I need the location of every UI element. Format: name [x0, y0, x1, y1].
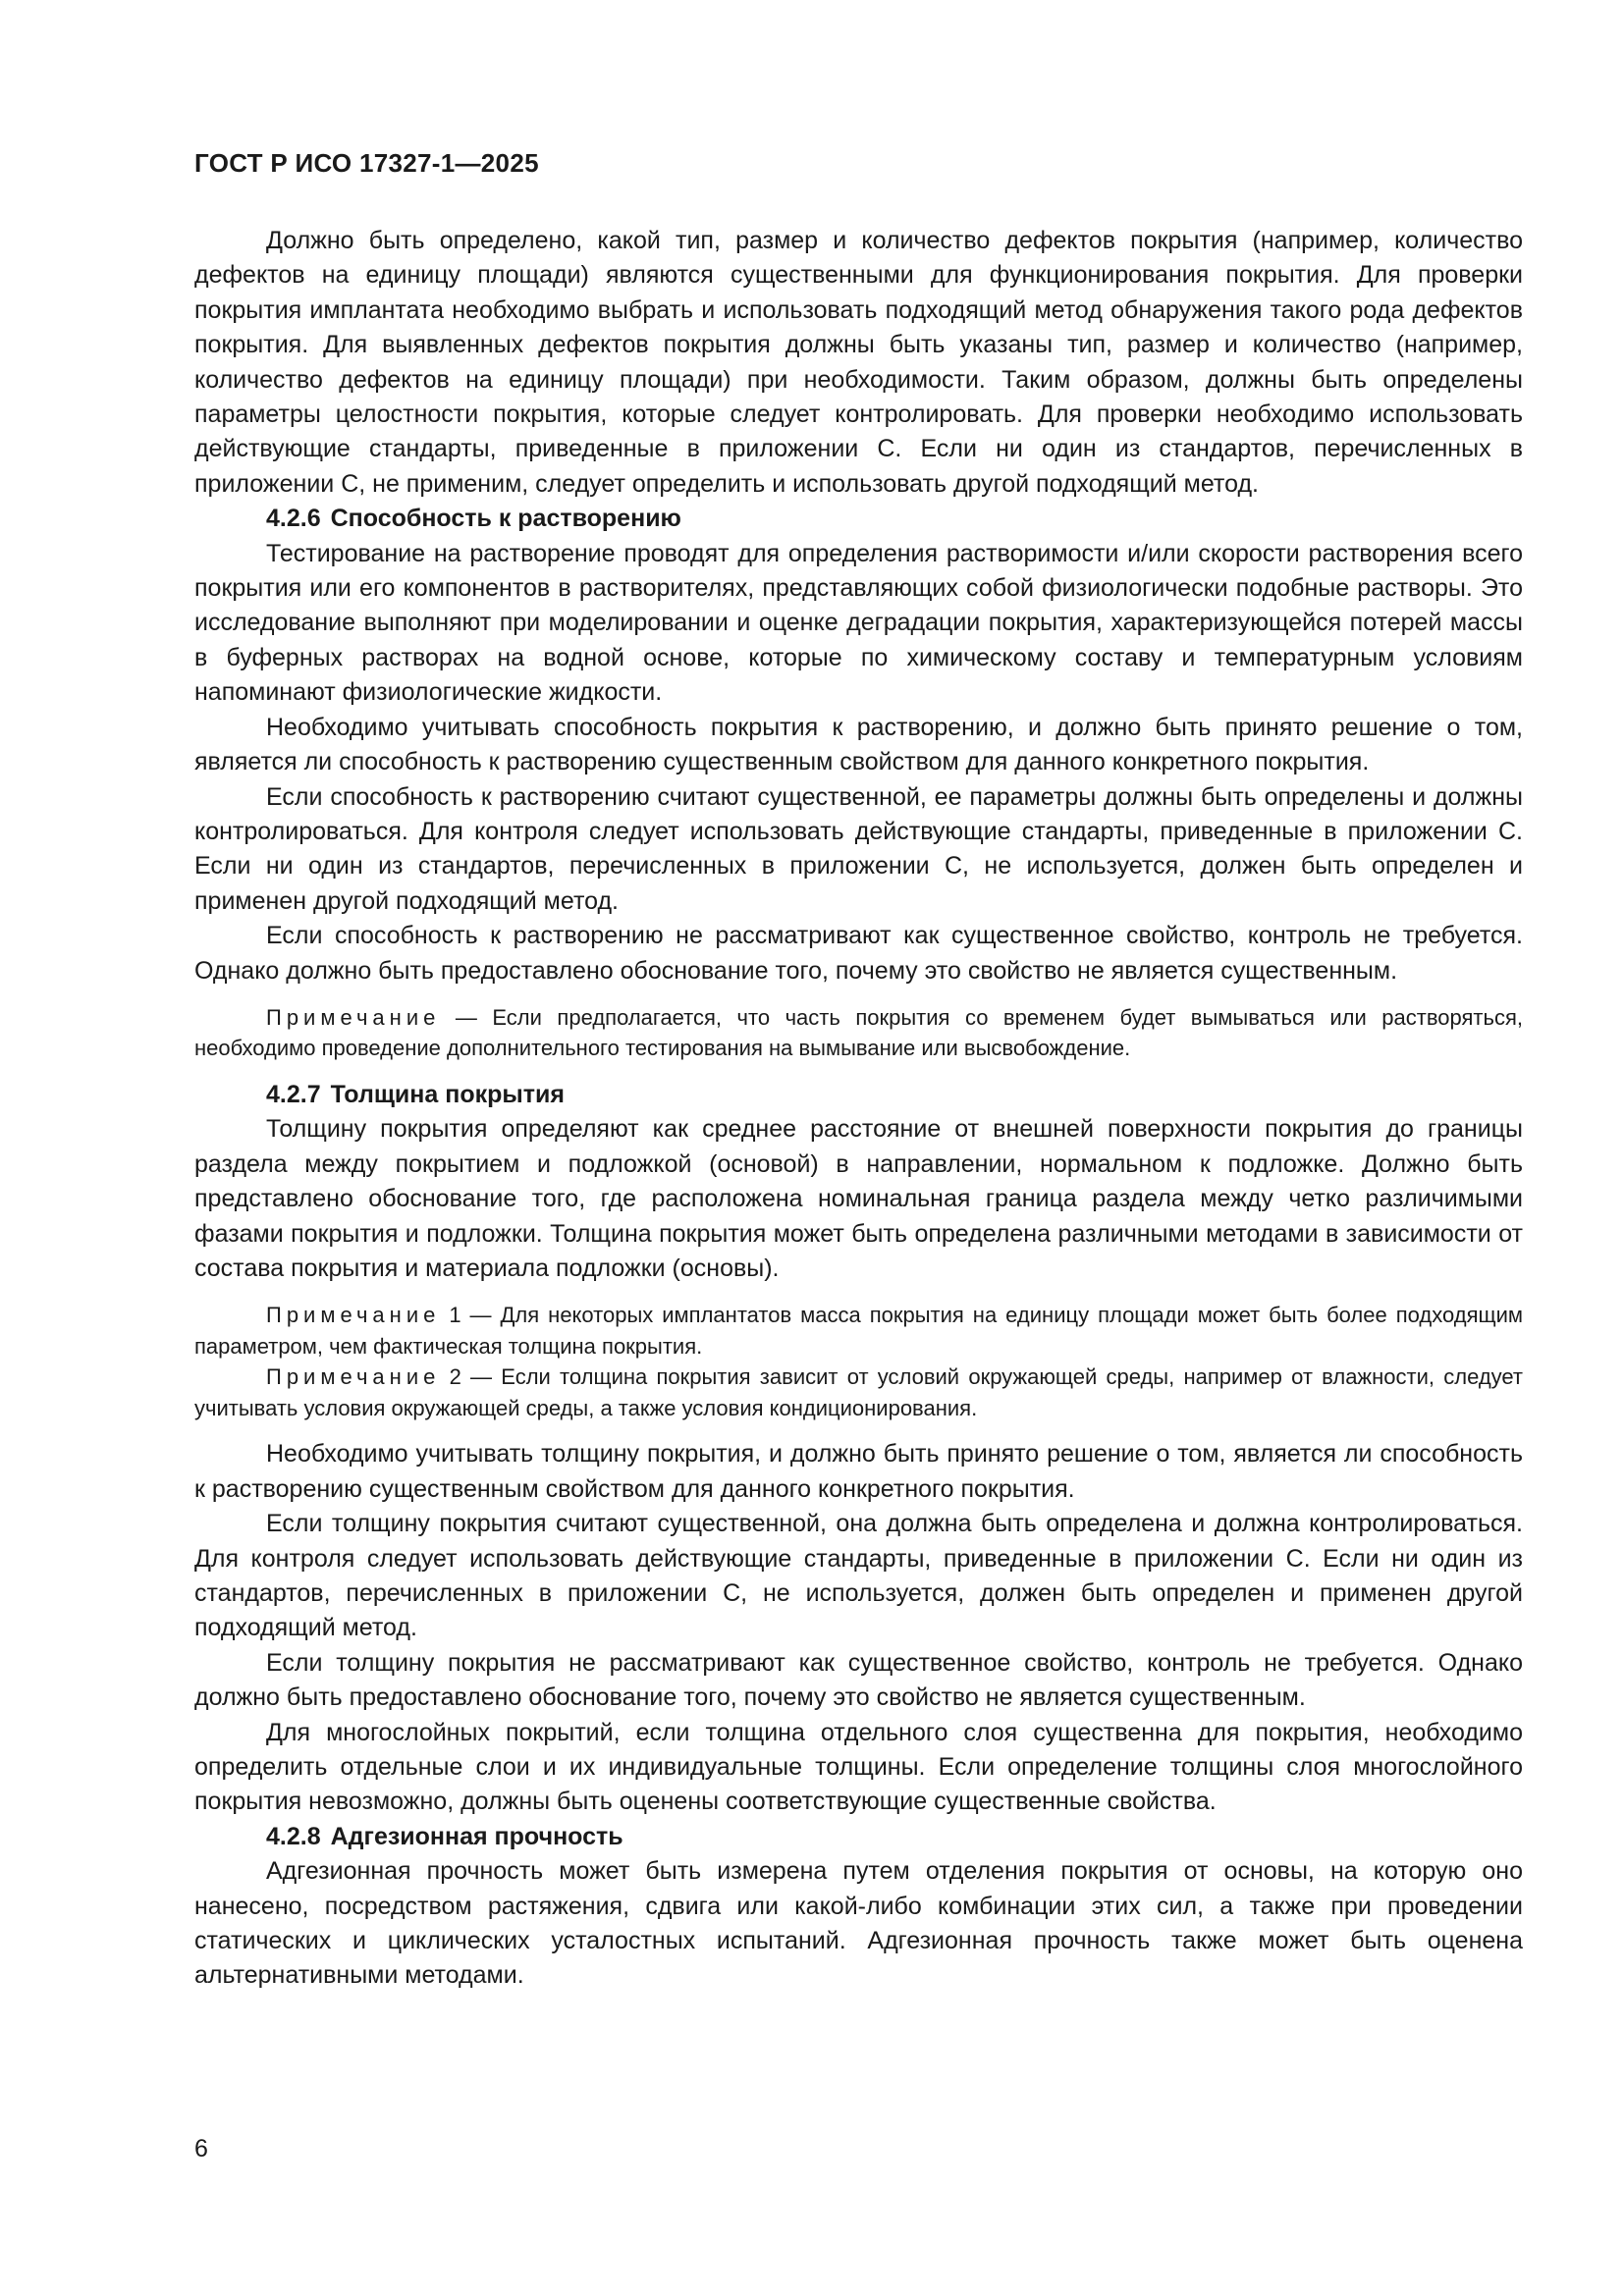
section-number: 4.2.8: [266, 1822, 321, 1850]
section-heading-4-2-7: [194, 1078, 1523, 1112]
paragraph-adhesion: Адгезионная прочность может быть измерена путем отделения покрытия от основы, на которую оно нанесено, посредством растяжения, сдвига или какой-либо комбинации этих сил, а также при проведении статических и циклических усталостных испытаний. Адгезионная прочность также может быть оценена альтернативными методами.: [194, 1857, 1523, 1990]
section-heading-4-2-8: [194, 1820, 1523, 1854]
section-number: 4.2.7: [266, 1080, 321, 1108]
paragraph-dissolution-test: Тестирование на растворение проводят для определения растворимости и/или скорости растворения всего покрытия или его компонентов в растворителях, представляющих собой физиологически подобные растворы. Это исследование выполняют при моделировании и оценке деградации покрытия, характеризующейся потерей массы в буферных растворах на водной основе, которые по химическому составу и температурным условиям напоминают физиологические жидкости.: [194, 539, 1523, 707]
note-label: Примечание: [266, 1364, 441, 1390]
note-leaching: [194, 1002, 1523, 1064]
section-title: Способность к растворению: [330, 505, 681, 533]
paragraph-thickness-definition: Толщину покрытия определяют как среднее расстояние от внешней поверхности покрытия до границы раздела между покрытием и подложкой (основой) в направлении, нормальном к подложке. Должно быть представлено обоснование того, где расположена номинальная граница раздела между четко различимыми фазами покрытия и подложки. Толщина покрытия может быть определена различными методами в зависимости от состава покрытия и материала подложки (основы).: [194, 1115, 1523, 1282]
section-number: 4.2.6: [266, 505, 321, 533]
page-number: 6: [194, 2135, 208, 2163]
paragraph-coating-defects: Должно быть определено, какой тип, размер и количество дефектов покрытия (например, количество дефектов на единицу площади) являются существенными для функционирования покрытия. Для проверки покрытия имплантата необходимо выбрать и использовать подходящий метод обнаружения такого рода дефектов покрытия. Для выявленных дефектов покрытия должны быть указаны тип, размер и количество (например, количество дефектов на единицу площади) при необходимости. Таким образом, должны быть определены параметры целостности покрытия, которые следует контролировать. Для проверки необходимо использовать действующие стандарты, приведенные в приложении С. Если ни один из стандартов, перечисленных в приложении С, не применим, следует определить и использовать другой подходящий метод.: [194, 227, 1523, 498]
section-heading-4-2-6: [194, 502, 1523, 536]
paragraph-thickness-not-essential: Если толщину покрытия не рассматривают как существенное свойство, контроль не требуется. Однако должно быть предоставлено обоснование того, почему это свойство не является существенным.: [194, 1648, 1523, 1712]
page-body: [194, 224, 1523, 1994]
note-mass-per-area: [194, 1300, 1523, 1362]
note-text: 2 — Если толщина покрытия зависит от условий окружающей среды, например от влажности, следует учитывать условия окружающей среды, а также условия кондиционирования.: [194, 1364, 1523, 1420]
note-label: Примечание: [266, 1303, 441, 1328]
paragraph-dissolution-decision: Необходимо учитывать способность покрытия к растворению, и должно быть принято решение о том, является ли способность к растворению существенным свойством для данного конкретного покрытия.: [194, 713, 1523, 776]
note-text: 1 — Для некоторых имплантатов масса покрытия на единицу площади может быть более подходящим параметром, чем фактическая толщина покрытия.: [194, 1303, 1523, 1359]
standard-header: ГОСТ Р ИСО 17327-1—2025: [194, 148, 539, 178]
paragraph-dissolution-essential: Если способность к растворению считают существенной, ее параметры должны быть определены и должны контролироваться. Для контроля следует использовать действующие стандарты, приведенные в приложении С. Если ни один из стандартов, перечисленных в приложении С, не используется, должен быть определен и применен другой подходящий метод.: [194, 782, 1523, 915]
section-title: Толщина покрытия: [330, 1080, 565, 1108]
section-title: Адгезионная прочность: [330, 1822, 623, 1850]
note-label: Примечание: [266, 1004, 441, 1030]
note-humidity: [194, 1362, 1523, 1423]
paragraph-thickness-essential: Если толщину покрытия считают существенной, она должна быть определена и должна контролироваться. Для контроля следует использовать действующие стандарты, приведенные в приложении С. Если ни один из стандартов, перечисленных в приложении С, не используется, должен быть определен и применен другой подходящий метод.: [194, 1510, 1523, 1642]
paragraph-multilayer: Для многослойных покрытий, если толщина отдельного слоя существенна для покрытия, необходимо определить отдельные слои и их индивидуальные толщины. Если определение толщины слоя многослойного покрытия невозможно, должны быть оценены соответствующие существенные свойства.: [194, 1718, 1523, 1816]
paragraph-thickness-decision: Необходимо учитывать толщину покрытия, и должно быть принято решение о том, является ли способность к растворению существенным свойством для данного конкретного покрытия.: [194, 1440, 1523, 1503]
note-text: — Если предполагается, что часть покрытия со временем будет вымываться или растворяться, необходимо проведение дополнительного тестирования на вымывание или высвобождение.: [194, 1004, 1523, 1061]
paragraph-dissolution-not-essential: Если способность к растворению не рассматривают как существенное свойство, контроль не требуется. Однако должно быть предоставлено обоснование того, почему это свойство не является существенным.: [194, 922, 1523, 985]
